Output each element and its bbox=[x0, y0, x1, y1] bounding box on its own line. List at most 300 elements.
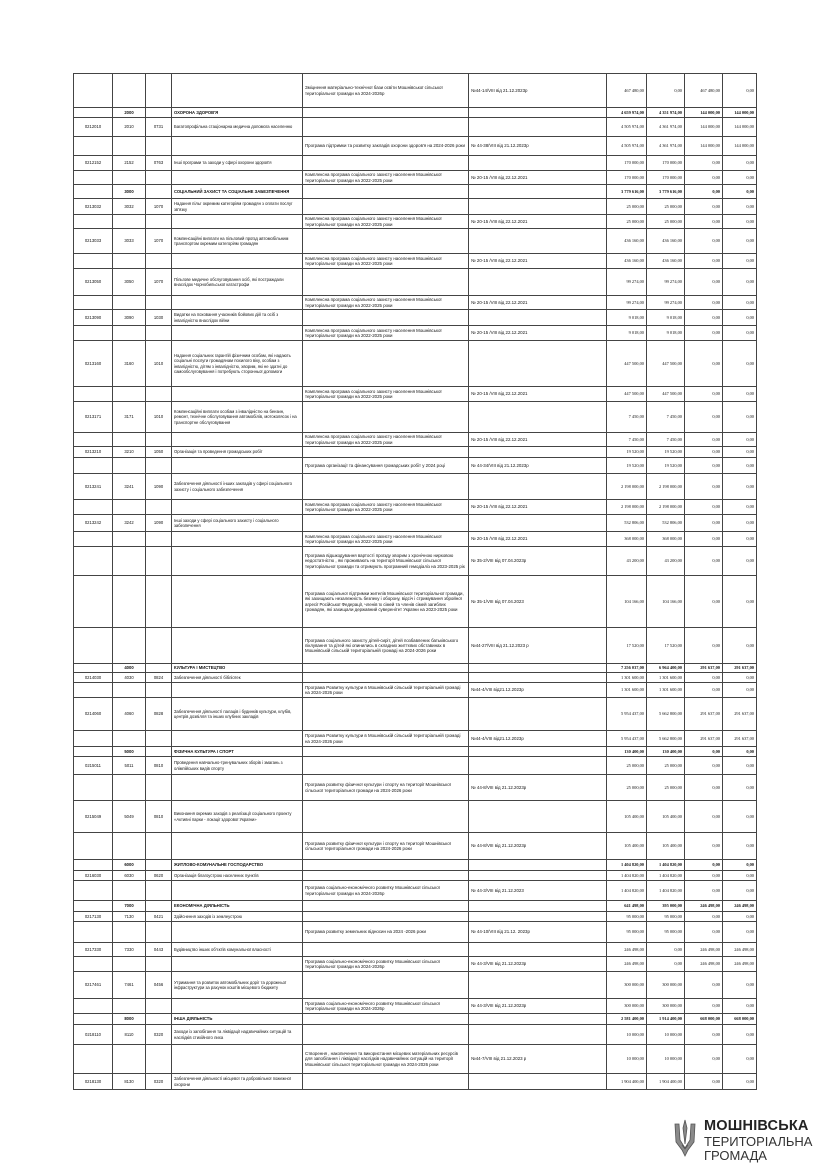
subcode-cell bbox=[113, 1045, 146, 1074]
decision-cell bbox=[469, 229, 607, 254]
table-row bbox=[74, 215, 757, 229]
special-fund-cell: 246 498,00 bbox=[685, 901, 723, 912]
special-fund-cell: 0,00 bbox=[685, 229, 723, 254]
decision-cell bbox=[469, 943, 607, 957]
special-fund-cell: 0,00 bbox=[685, 871, 723, 881]
expense-name-cell bbox=[172, 500, 303, 515]
program-code-cell: 0212010 bbox=[74, 118, 113, 137]
development-budget-cell: 0,00 bbox=[723, 833, 757, 860]
total-cell: 9 018,00 bbox=[607, 326, 647, 341]
decision-cell: № 44-34/VIII від 21.12.2023р bbox=[469, 458, 607, 474]
function-code-cell bbox=[146, 664, 172, 673]
expense-name-cell: Інші заходи у сфері соціального захисту і соціального забезпечення bbox=[172, 515, 303, 532]
program-code-cell: 0213160 bbox=[74, 341, 113, 387]
decision-cell: № 44-10/VIII від 21.12. 2023р bbox=[469, 922, 607, 943]
expense-name-cell: Виконання окремих заходів з реалізації соціального проекту «Активні парки - локації здорової України» bbox=[172, 801, 303, 833]
subcode-cell: 7330 bbox=[113, 943, 146, 957]
special-fund-cell: 0,00 bbox=[685, 673, 723, 683]
special-fund-cell: 0,00 bbox=[685, 683, 723, 698]
program-name-cell: Програма підтримки та розвитку закладів охорони здоров'я на 2024-2026 роки bbox=[303, 137, 469, 156]
program-code-cell bbox=[74, 731, 113, 747]
general-fund-cell: 95 000,00 bbox=[647, 912, 685, 922]
total-cell: 4 659 974,00 bbox=[607, 108, 647, 118]
decision-cell bbox=[469, 108, 607, 118]
expense-name-cell: СОЦІАЛЬНИЙ ЗАХИСТ ТА СОЦІАЛЬНЕ ЗАБЕЗПЕЧЕННЯ bbox=[172, 185, 303, 199]
table-row bbox=[74, 943, 757, 957]
total-cell: 2 198 000,00 bbox=[607, 500, 647, 515]
program-name-cell bbox=[303, 156, 469, 171]
development-budget-cell: 0,00 bbox=[723, 341, 757, 387]
general-fund-cell: 368 000,00 bbox=[647, 532, 685, 547]
function-code-cell bbox=[146, 296, 172, 310]
general-fund-cell: 170 000,00 bbox=[647, 171, 685, 185]
table-row bbox=[74, 118, 757, 137]
table-row bbox=[74, 1045, 757, 1074]
development-budget-cell: 0,00 bbox=[723, 547, 757, 576]
program-name-cell bbox=[303, 515, 469, 532]
function-code-cell: 0320 bbox=[146, 1025, 172, 1045]
function-code-cell bbox=[146, 547, 172, 576]
special-fund-cell: 0,00 bbox=[685, 912, 723, 922]
general-fund-cell: 436 160,00 bbox=[647, 254, 685, 269]
program-code-cell bbox=[74, 326, 113, 341]
total-cell: 368 000,00 bbox=[607, 532, 647, 547]
function-code-cell bbox=[146, 747, 172, 757]
general-fund-cell: 4 361 974,00 bbox=[647, 137, 685, 156]
special-fund-cell: 144 000,00 bbox=[685, 118, 723, 137]
function-code-cell bbox=[146, 137, 172, 156]
general-fund-cell: 99 274,00 bbox=[647, 296, 685, 310]
section-row bbox=[74, 747, 757, 757]
expense-name-cell: Інші програми та заходи у сфері охорони здоров'я bbox=[172, 156, 303, 171]
total-cell: 1 904 400,00 bbox=[607, 1074, 647, 1090]
total-cell: 4 505 974,00 bbox=[607, 137, 647, 156]
total-cell: 436 160,00 bbox=[607, 229, 647, 254]
program-name-cell: Програма соціально-економічного розвитку Мошнівської сільської територіальної громади на 2024-2026р bbox=[303, 999, 469, 1014]
expense-name-cell: Надання соціальних гарантій фізичним особам, які надають соціальні послуги громадянам похилого віку, особам з інвалідністю, дітям з інвалідністю, хворим, які не здатні до самообслуговування і потребують сторонньої допомоги bbox=[172, 341, 303, 387]
decision-cell bbox=[469, 912, 607, 922]
program-code-cell bbox=[74, 881, 113, 901]
general-fund-cell: 2 198 000,00 bbox=[647, 474, 685, 500]
function-code-cell bbox=[146, 433, 172, 447]
expense-name-cell bbox=[172, 1045, 303, 1074]
special-fund-cell: 0,00 bbox=[685, 922, 723, 943]
program-name-cell bbox=[303, 1074, 469, 1090]
subcode-cell bbox=[113, 254, 146, 269]
table-row bbox=[74, 547, 757, 576]
special-fund-cell: 0,00 bbox=[685, 500, 723, 515]
function-code-cell bbox=[146, 922, 172, 943]
program-code-cell bbox=[74, 137, 113, 156]
decision-cell: № 44-3/VIII від 21.12.2023р bbox=[469, 999, 607, 1014]
special-fund-cell: 0,00 bbox=[685, 199, 723, 215]
program-code-cell: 0213090 bbox=[74, 310, 113, 326]
development-budget-cell: 0,00 bbox=[723, 326, 757, 341]
subcode-cell: 8000 bbox=[113, 1014, 146, 1025]
special-fund-cell: 0,00 bbox=[685, 833, 723, 860]
general-fund-cell: 25 000,00 bbox=[647, 775, 685, 801]
subcode-cell: 5011 bbox=[113, 757, 146, 775]
development-budget-cell: 0,00 bbox=[723, 458, 757, 474]
subcode-cell bbox=[113, 833, 146, 860]
development-budget-cell: 0,00 bbox=[723, 860, 757, 871]
decision-cell bbox=[469, 1025, 607, 1045]
subcode-cell: 3032 bbox=[113, 199, 146, 215]
general-fund-cell: 104 166,00 bbox=[647, 576, 685, 628]
development-budget-cell: 144 000,00 bbox=[723, 108, 757, 118]
total-cell: 25 000,00 bbox=[607, 215, 647, 229]
table-row bbox=[74, 229, 757, 254]
decision-cell bbox=[469, 199, 607, 215]
general-fund-cell: 1 301 600,00 bbox=[647, 683, 685, 698]
special-fund-cell: 0,00 bbox=[685, 171, 723, 185]
program-code-cell: 0217130 bbox=[74, 912, 113, 922]
total-cell: 1 404 820,00 bbox=[607, 881, 647, 901]
table-row bbox=[74, 458, 757, 474]
function-code-cell: 0456 bbox=[146, 972, 172, 999]
special-fund-cell: 0,00 bbox=[685, 972, 723, 999]
development-budget-cell: 0,00 bbox=[723, 310, 757, 326]
development-budget-cell: 0,00 bbox=[723, 215, 757, 229]
program-code-cell bbox=[74, 296, 113, 310]
general-fund-cell: 105 400,00 bbox=[647, 801, 685, 833]
table-row bbox=[74, 628, 757, 664]
program-name-cell bbox=[303, 447, 469, 458]
expense-name-cell bbox=[172, 254, 303, 269]
expense-name-cell bbox=[172, 137, 303, 156]
special-fund-cell: 0,00 bbox=[685, 458, 723, 474]
general-fund-cell: 105 400,00 bbox=[647, 833, 685, 860]
function-code-cell: 0763 bbox=[146, 156, 172, 171]
program-name-cell: Програма розвитку фізичної культури і спорту на території Мошнівської сільської територіальної громади на 2024-2026 роки bbox=[303, 775, 469, 801]
program-name-cell bbox=[303, 943, 469, 957]
program-name-cell: Програма розвитку земельних відносин на 2024 -2026 роки bbox=[303, 922, 469, 943]
subcode-cell bbox=[113, 683, 146, 698]
development-budget-cell: 144 000,00 bbox=[723, 118, 757, 137]
function-code-cell bbox=[146, 833, 172, 860]
program-code-cell: 0217461 bbox=[74, 972, 113, 999]
function-code-cell: 0824 bbox=[146, 673, 172, 683]
general-fund-cell: 19 520,00 bbox=[647, 458, 685, 474]
decision-cell bbox=[469, 341, 607, 387]
decision-cell bbox=[469, 310, 607, 326]
subcode-cell: 7461 bbox=[113, 972, 146, 999]
function-code-cell: 0810 bbox=[146, 801, 172, 833]
total-cell: 95 000,00 bbox=[607, 912, 647, 922]
program-name-cell: Комплексна програма соціального захисту населення Мошнівської територіальної громади на 2022-2025 роки bbox=[303, 296, 469, 310]
subcode-cell: 3050 bbox=[113, 269, 146, 296]
decision-cell bbox=[469, 447, 607, 458]
general-fund-cell: 25 000,00 bbox=[647, 215, 685, 229]
development-budget-cell: 0,00 bbox=[723, 972, 757, 999]
total-cell: 130 400,00 bbox=[607, 747, 647, 757]
table-row bbox=[74, 310, 757, 326]
table-row bbox=[74, 1074, 757, 1090]
subcode-cell: 7130 bbox=[113, 912, 146, 922]
program-name-cell: Комплексна програма соціального захисту населення Мошнівської територіальної громади на 2022-2025 роки bbox=[303, 387, 469, 402]
program-name-cell bbox=[303, 1025, 469, 1045]
expense-name-cell bbox=[172, 957, 303, 972]
program-name-cell bbox=[303, 118, 469, 137]
special-fund-cell: 0,00 bbox=[685, 254, 723, 269]
expense-name-cell: ОХОРОНА ЗДОРОВ'Я bbox=[172, 108, 303, 118]
function-code-cell: 1050 bbox=[146, 447, 172, 458]
function-code-cell: 1070 bbox=[146, 229, 172, 254]
total-cell: 95 000,00 bbox=[607, 922, 647, 943]
total-cell: 300 000,00 bbox=[607, 999, 647, 1014]
program-name-cell bbox=[303, 269, 469, 296]
program-name-cell bbox=[303, 310, 469, 326]
development-budget-cell: 0,00 bbox=[723, 922, 757, 943]
function-code-cell bbox=[146, 860, 172, 871]
general-fund-cell: 7 450,00 bbox=[647, 402, 685, 433]
table-row bbox=[74, 972, 757, 999]
program-name-cell: Комплексна програма соціального захисту населення Мошнівської територіальної громади на 2022-2025 роки bbox=[303, 215, 469, 229]
special-fund-cell: 0,00 bbox=[685, 296, 723, 310]
total-cell: 9 018,00 bbox=[607, 310, 647, 326]
program-code-cell: 0216030 bbox=[74, 871, 113, 881]
development-budget-cell: 0,00 bbox=[723, 296, 757, 310]
program-code-cell: 0212152 bbox=[74, 156, 113, 171]
special-fund-cell: 291 637,00 bbox=[685, 664, 723, 673]
development-budget-cell: 0,00 bbox=[723, 1074, 757, 1090]
special-fund-cell: 0,00 bbox=[685, 326, 723, 341]
function-code-cell: 0810 bbox=[146, 757, 172, 775]
total-cell: 447 500,00 bbox=[607, 387, 647, 402]
special-fund-cell: 0,00 bbox=[685, 860, 723, 871]
decision-cell: № 44-3/VIII від 21.12.2023р bbox=[469, 957, 607, 972]
table-row bbox=[74, 698, 757, 731]
decision-cell bbox=[469, 474, 607, 500]
development-budget-cell: 144 000,00 bbox=[723, 137, 757, 156]
expense-name-cell bbox=[172, 683, 303, 698]
subcode-cell bbox=[113, 500, 146, 515]
decision-cell: №44-4/VIII від21.12.2023р bbox=[469, 731, 607, 747]
expense-name-cell: ФІЗИЧНА КУЛЬТУРА І СПОРТ bbox=[172, 747, 303, 757]
function-code-cell: 0620 bbox=[146, 871, 172, 881]
total-cell: 105 400,00 bbox=[607, 833, 647, 860]
decision-cell: № 20-15 /VIII від 22.12.2021 bbox=[469, 215, 607, 229]
development-budget-cell: 0,00 bbox=[723, 1025, 757, 1045]
special-fund-cell: 144 000,00 bbox=[685, 137, 723, 156]
program-name-cell: Комплексна програма соціального захисту населення Мошнівської територіальної громади на 2022-2025 роки bbox=[303, 433, 469, 447]
program-code-cell bbox=[74, 171, 113, 185]
total-cell: 170 000,00 bbox=[607, 171, 647, 185]
special-fund-cell: 0,00 bbox=[685, 387, 723, 402]
program-code-cell: 0213050 bbox=[74, 269, 113, 296]
expense-name-cell: Здійснення заходів із землеустрою bbox=[172, 912, 303, 922]
total-cell: 25 000,00 bbox=[607, 775, 647, 801]
function-code-cell bbox=[146, 108, 172, 118]
decision-cell: №44-14/VIII від 21.12.2023р bbox=[469, 74, 607, 108]
total-cell: 246 498,00 bbox=[607, 943, 647, 957]
program-code-cell bbox=[74, 547, 113, 576]
development-budget-cell: 0,00 bbox=[723, 156, 757, 171]
total-cell: 43 200,00 bbox=[607, 547, 647, 576]
decision-cell: № 20-15 /VIII від 22.12.2021 bbox=[469, 500, 607, 515]
general-fund-cell: 95 000,00 bbox=[647, 922, 685, 943]
table-row bbox=[74, 254, 757, 269]
general-fund-cell: 9 018,00 bbox=[647, 326, 685, 341]
general-fund-cell: 7 450,00 bbox=[647, 433, 685, 447]
program-code-cell: 0217330 bbox=[74, 943, 113, 957]
section-row bbox=[74, 108, 757, 118]
development-budget-cell: 246 498,00 bbox=[723, 901, 757, 912]
development-budget-cell: 0,00 bbox=[723, 532, 757, 547]
general-fund-cell: 1 404 820,00 bbox=[647, 881, 685, 901]
expense-name-cell: Забезпечення діяльності бібліотек bbox=[172, 673, 303, 683]
special-fund-cell: 0,00 bbox=[685, 999, 723, 1014]
development-budget-cell: 0,00 bbox=[723, 757, 757, 775]
special-fund-cell: 246 498,00 bbox=[685, 943, 723, 957]
table-row bbox=[74, 474, 757, 500]
development-budget-cell: 0,00 bbox=[723, 402, 757, 433]
general-fund-cell: 1 904 400,00 bbox=[647, 1074, 685, 1090]
special-fund-cell: 0,00 bbox=[685, 747, 723, 757]
decision-cell bbox=[469, 901, 607, 912]
table-row bbox=[74, 341, 757, 387]
program-name-cell: Програма соціальної підтримки жителів Мошнівської територіальної громади, які захищають незалежність безпеку і оборону, відсіч і стримування збройної агресії Російської Федерації, членів їх сімей та членів сімей загиблих громадян, які захищали державний суверенітет України на 2023-2025 роки bbox=[303, 576, 469, 628]
program-name-cell bbox=[303, 912, 469, 922]
development-budget-cell: 0,00 bbox=[723, 871, 757, 881]
subcode-cell bbox=[113, 628, 146, 664]
special-fund-cell: 291 637,00 bbox=[685, 731, 723, 747]
function-code-cell bbox=[146, 576, 172, 628]
decision-cell: №44-4/VIII від21.12.2023р bbox=[469, 683, 607, 698]
development-budget-cell: 668 000,00 bbox=[723, 1014, 757, 1025]
general-fund-cell: 1 404 820,00 bbox=[647, 860, 685, 871]
table-row bbox=[74, 775, 757, 801]
development-budget-cell: 0,00 bbox=[723, 254, 757, 269]
function-code-cell bbox=[146, 500, 172, 515]
special-fund-cell: 0,00 bbox=[685, 775, 723, 801]
trident-icon bbox=[672, 1118, 698, 1158]
program-name-cell bbox=[303, 901, 469, 912]
total-cell: 1 301 600,00 bbox=[607, 683, 647, 698]
function-code-cell: 1010 bbox=[146, 402, 172, 433]
program-name-cell: Комплексна програма соціального захисту населення Мошнівської територіальної громади на 2022-2025 роки bbox=[303, 171, 469, 185]
program-code-cell bbox=[74, 576, 113, 628]
function-code-cell: 1070 bbox=[146, 269, 172, 296]
budget-table bbox=[73, 73, 757, 1090]
function-code-cell: 1090 bbox=[146, 515, 172, 532]
program-name-cell bbox=[303, 747, 469, 757]
total-cell: 532 806,00 bbox=[607, 515, 647, 532]
function-code-cell: 0320 bbox=[146, 1074, 172, 1090]
decision-cell: № 44-8/VIII від 21.12.2023р bbox=[469, 833, 607, 860]
subcode-cell bbox=[113, 547, 146, 576]
general-fund-cell: 25 000,00 bbox=[647, 199, 685, 215]
program-code-cell: 0218110 bbox=[74, 1025, 113, 1045]
program-code-cell bbox=[74, 901, 113, 912]
table-row bbox=[74, 402, 757, 433]
development-budget-cell: 0,00 bbox=[723, 387, 757, 402]
total-cell: 7 256 037,00 bbox=[607, 664, 647, 673]
expense-name-cell: Пільгове медичне обслуговування осіб, які постраждали внаслідок Чорнобильської катастрофи bbox=[172, 269, 303, 296]
special-fund-cell: 0,00 bbox=[685, 185, 723, 199]
development-budget-cell: 246 498,00 bbox=[723, 957, 757, 972]
function-code-cell: 0731 bbox=[146, 118, 172, 137]
program-code-cell bbox=[74, 215, 113, 229]
total-cell: 25 000,00 bbox=[607, 199, 647, 215]
total-cell: 7 450,00 bbox=[607, 402, 647, 433]
subcode-cell bbox=[113, 296, 146, 310]
general-fund-cell: 25 000,00 bbox=[647, 757, 685, 775]
total-cell: 19 520,00 bbox=[607, 458, 647, 474]
expense-name-cell: Багатопрофільна стаціонарна медична допомога населенню bbox=[172, 118, 303, 137]
expense-name-cell bbox=[172, 458, 303, 474]
subcode-cell: 3160 bbox=[113, 341, 146, 387]
total-cell: 10 000,00 bbox=[607, 1025, 647, 1045]
special-fund-cell: 0,00 bbox=[685, 1045, 723, 1074]
decision-cell bbox=[469, 515, 607, 532]
decision-cell: № 35-1/VIII від 07.04.2023 bbox=[469, 576, 607, 628]
total-cell: 641 498,00 bbox=[607, 901, 647, 912]
subcode-cell bbox=[113, 326, 146, 341]
general-fund-cell: 1 404 820,00 bbox=[647, 871, 685, 881]
decision-cell: № 44-8/VIII від 21.12.2023р bbox=[469, 775, 607, 801]
table-row bbox=[74, 999, 757, 1014]
table-row bbox=[74, 515, 757, 532]
program-name-cell bbox=[303, 860, 469, 871]
program-name-cell bbox=[303, 402, 469, 433]
program-code-cell bbox=[74, 922, 113, 943]
function-code-cell: 1070 bbox=[146, 199, 172, 215]
program-code-cell bbox=[74, 108, 113, 118]
program-name-cell bbox=[303, 1014, 469, 1025]
program-name-cell: Програма Розвитку культури в Мошнівській сільській територіальній громаді на 2024-2026 роки bbox=[303, 731, 469, 747]
decision-cell: № 20-15 /VIII від 22.12.2021 bbox=[469, 254, 607, 269]
development-budget-cell: 0,00 bbox=[723, 229, 757, 254]
special-fund-cell: 0,00 bbox=[685, 1074, 723, 1090]
program-code-cell bbox=[74, 532, 113, 547]
decision-cell bbox=[469, 402, 607, 433]
special-fund-cell: 0,00 bbox=[685, 801, 723, 833]
subcode-cell: 7000 bbox=[113, 901, 146, 912]
general-fund-cell: 436 160,00 bbox=[647, 229, 685, 254]
expense-name-cell bbox=[172, 731, 303, 747]
general-fund-cell: 2 198 000,00 bbox=[647, 500, 685, 515]
table-row bbox=[74, 871, 757, 881]
development-budget-cell: 246 498,00 bbox=[723, 943, 757, 957]
table-row bbox=[74, 912, 757, 922]
expense-name-cell bbox=[172, 999, 303, 1014]
decision-cell bbox=[469, 860, 607, 871]
table-row bbox=[74, 74, 757, 108]
total-cell: 246 498,00 bbox=[607, 957, 647, 972]
development-budget-cell: 0,00 bbox=[723, 1045, 757, 1074]
total-cell: 467 480,00 bbox=[607, 74, 647, 108]
total-cell: 1 301 600,00 bbox=[607, 673, 647, 683]
decision-cell bbox=[469, 1014, 607, 1025]
development-budget-cell: 0,00 bbox=[723, 912, 757, 922]
subcode-cell bbox=[113, 137, 146, 156]
general-fund-cell: 0,00 bbox=[647, 74, 685, 108]
table-row bbox=[74, 673, 757, 683]
decision-cell bbox=[469, 972, 607, 999]
special-fund-cell: 0,00 bbox=[685, 433, 723, 447]
expense-name-cell: Організація та проведення громадських робіт bbox=[172, 447, 303, 458]
expense-name-cell bbox=[172, 433, 303, 447]
program-name-cell: Програма розвитку фізичної культури і спорту на території Мошнівської сільської територіальної громади на 2024-2026 роки bbox=[303, 833, 469, 860]
program-code-cell: 0213242 bbox=[74, 515, 113, 532]
decision-cell bbox=[469, 871, 607, 881]
subcode-cell: 6000 bbox=[113, 860, 146, 871]
general-fund-cell: 99 274,00 bbox=[647, 269, 685, 296]
general-fund-cell: 10 000,00 bbox=[647, 1045, 685, 1074]
program-code-cell bbox=[74, 999, 113, 1014]
table-row bbox=[74, 296, 757, 310]
